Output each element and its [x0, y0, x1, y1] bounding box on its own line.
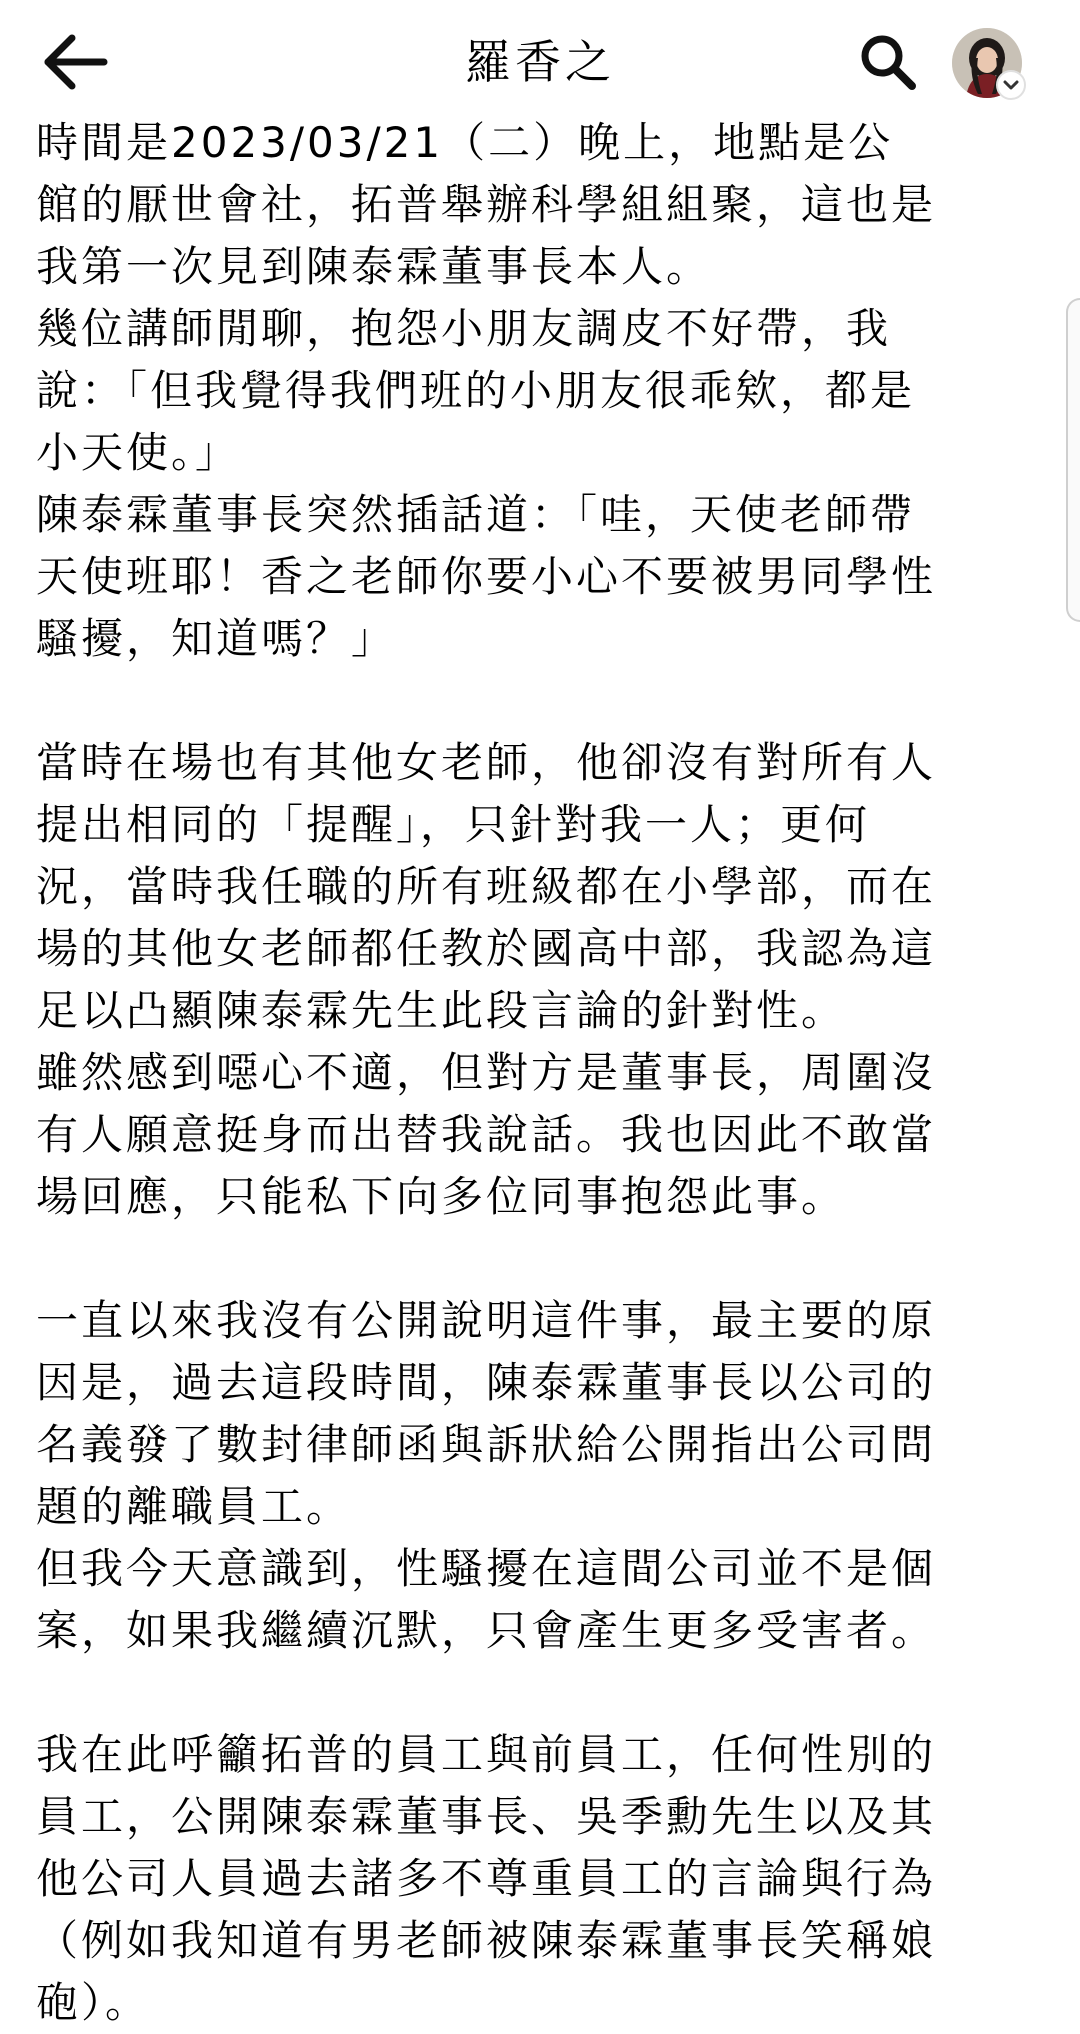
post-line: 有人願意挺身而出替我說話。我也因此不敢當 [36, 1110, 937, 1159]
top-bar [0, 0, 1080, 120]
post-line: 小天使。」 [36, 428, 241, 477]
post-line: 名義發了數封律師函與訴狀給公開指出公司問 [36, 1420, 937, 1469]
search-button[interactable] [856, 30, 920, 94]
post-line: 陳泰霖董事長突然插話道：「哇，天使老師帶 [36, 490, 916, 539]
post-line: 我在此呼籲拓普的員工與前員工，任何性別的 [36, 1730, 937, 1779]
post-line: 足以凸顯陳泰霖先生此段言論的針對性。 [36, 986, 847, 1035]
post-line: 時間是2023/03/21（二）晚上，地點是公 [36, 118, 894, 167]
post-line: 我第一次見到陳泰霖董事長本人。 [36, 242, 712, 291]
post-line: 砲）。 [36, 1978, 151, 2027]
paragraph-gap [36, 1228, 1036, 1290]
post-line: 場的其他女老師都任教於國高中部，我認為這 [36, 924, 937, 973]
paragraph-gap [36, 670, 1036, 732]
page-title: 羅香之 [465, 35, 615, 89]
post-line: 案，如果我繼續沉默，只會產生更多受害者。 [36, 1606, 937, 1655]
post-line: 他公司人員過去諸多不尊重員工的言論與行為 [36, 1854, 937, 1903]
post-line: 員工，公開陳泰霖董事長、吳季勳先生以及其 [36, 1792, 937, 1841]
chevron-down-icon [998, 72, 1024, 98]
post-text [36, 112, 1036, 2034]
post-line: 但我今天意識到，性騷擾在這間公司並不是個 [36, 1544, 937, 1593]
post-line: （例如我知道有男老師被陳泰霖董事長笑稱娘 [36, 1916, 937, 1965]
post-line: 天使班耶！香之老師你要小心不要被男同學性 [36, 552, 937, 601]
post-line: 場回應，只能私下向多位同事抱怨此事。 [36, 1172, 847, 1221]
post-line: 提出相同的「提醒」，只針對我一人；更何 [36, 800, 871, 849]
post-line: 一直以來我沒有公開說明這件事，最主要的原 [36, 1296, 937, 1345]
post-line: 幾位講師閒聊，抱怨小朋友調皮不好帶，我 [36, 304, 892, 353]
edge-scroll-handle[interactable] [1066, 298, 1080, 622]
post-line: 館的厭世會社，拓普舉辦科學組組聚，這也是 [36, 180, 937, 229]
post-line: 因是，過去這段時間，陳泰霖董事長以公司的 [36, 1358, 937, 1407]
account-menu-badge[interactable] [996, 70, 1026, 100]
post-line: 當時在場也有其他女老師，他卻沒有對所有人 [36, 738, 937, 787]
paragraph-gap [36, 1662, 1036, 1724]
search-icon [856, 30, 920, 94]
post-line: 況，當時我任職的所有班級都在小學部，而在 [36, 862, 937, 911]
post-line: 說：「但我覺得我們班的小朋友很乖欸，都是 [36, 366, 916, 415]
post-line: 題的離職員工。 [36, 1482, 352, 1531]
post-line: 雖然感到噁心不適，但對方是董事長，周圍沒 [36, 1048, 937, 1097]
post-line: 騷擾，知道嗎？」 [36, 614, 397, 663]
